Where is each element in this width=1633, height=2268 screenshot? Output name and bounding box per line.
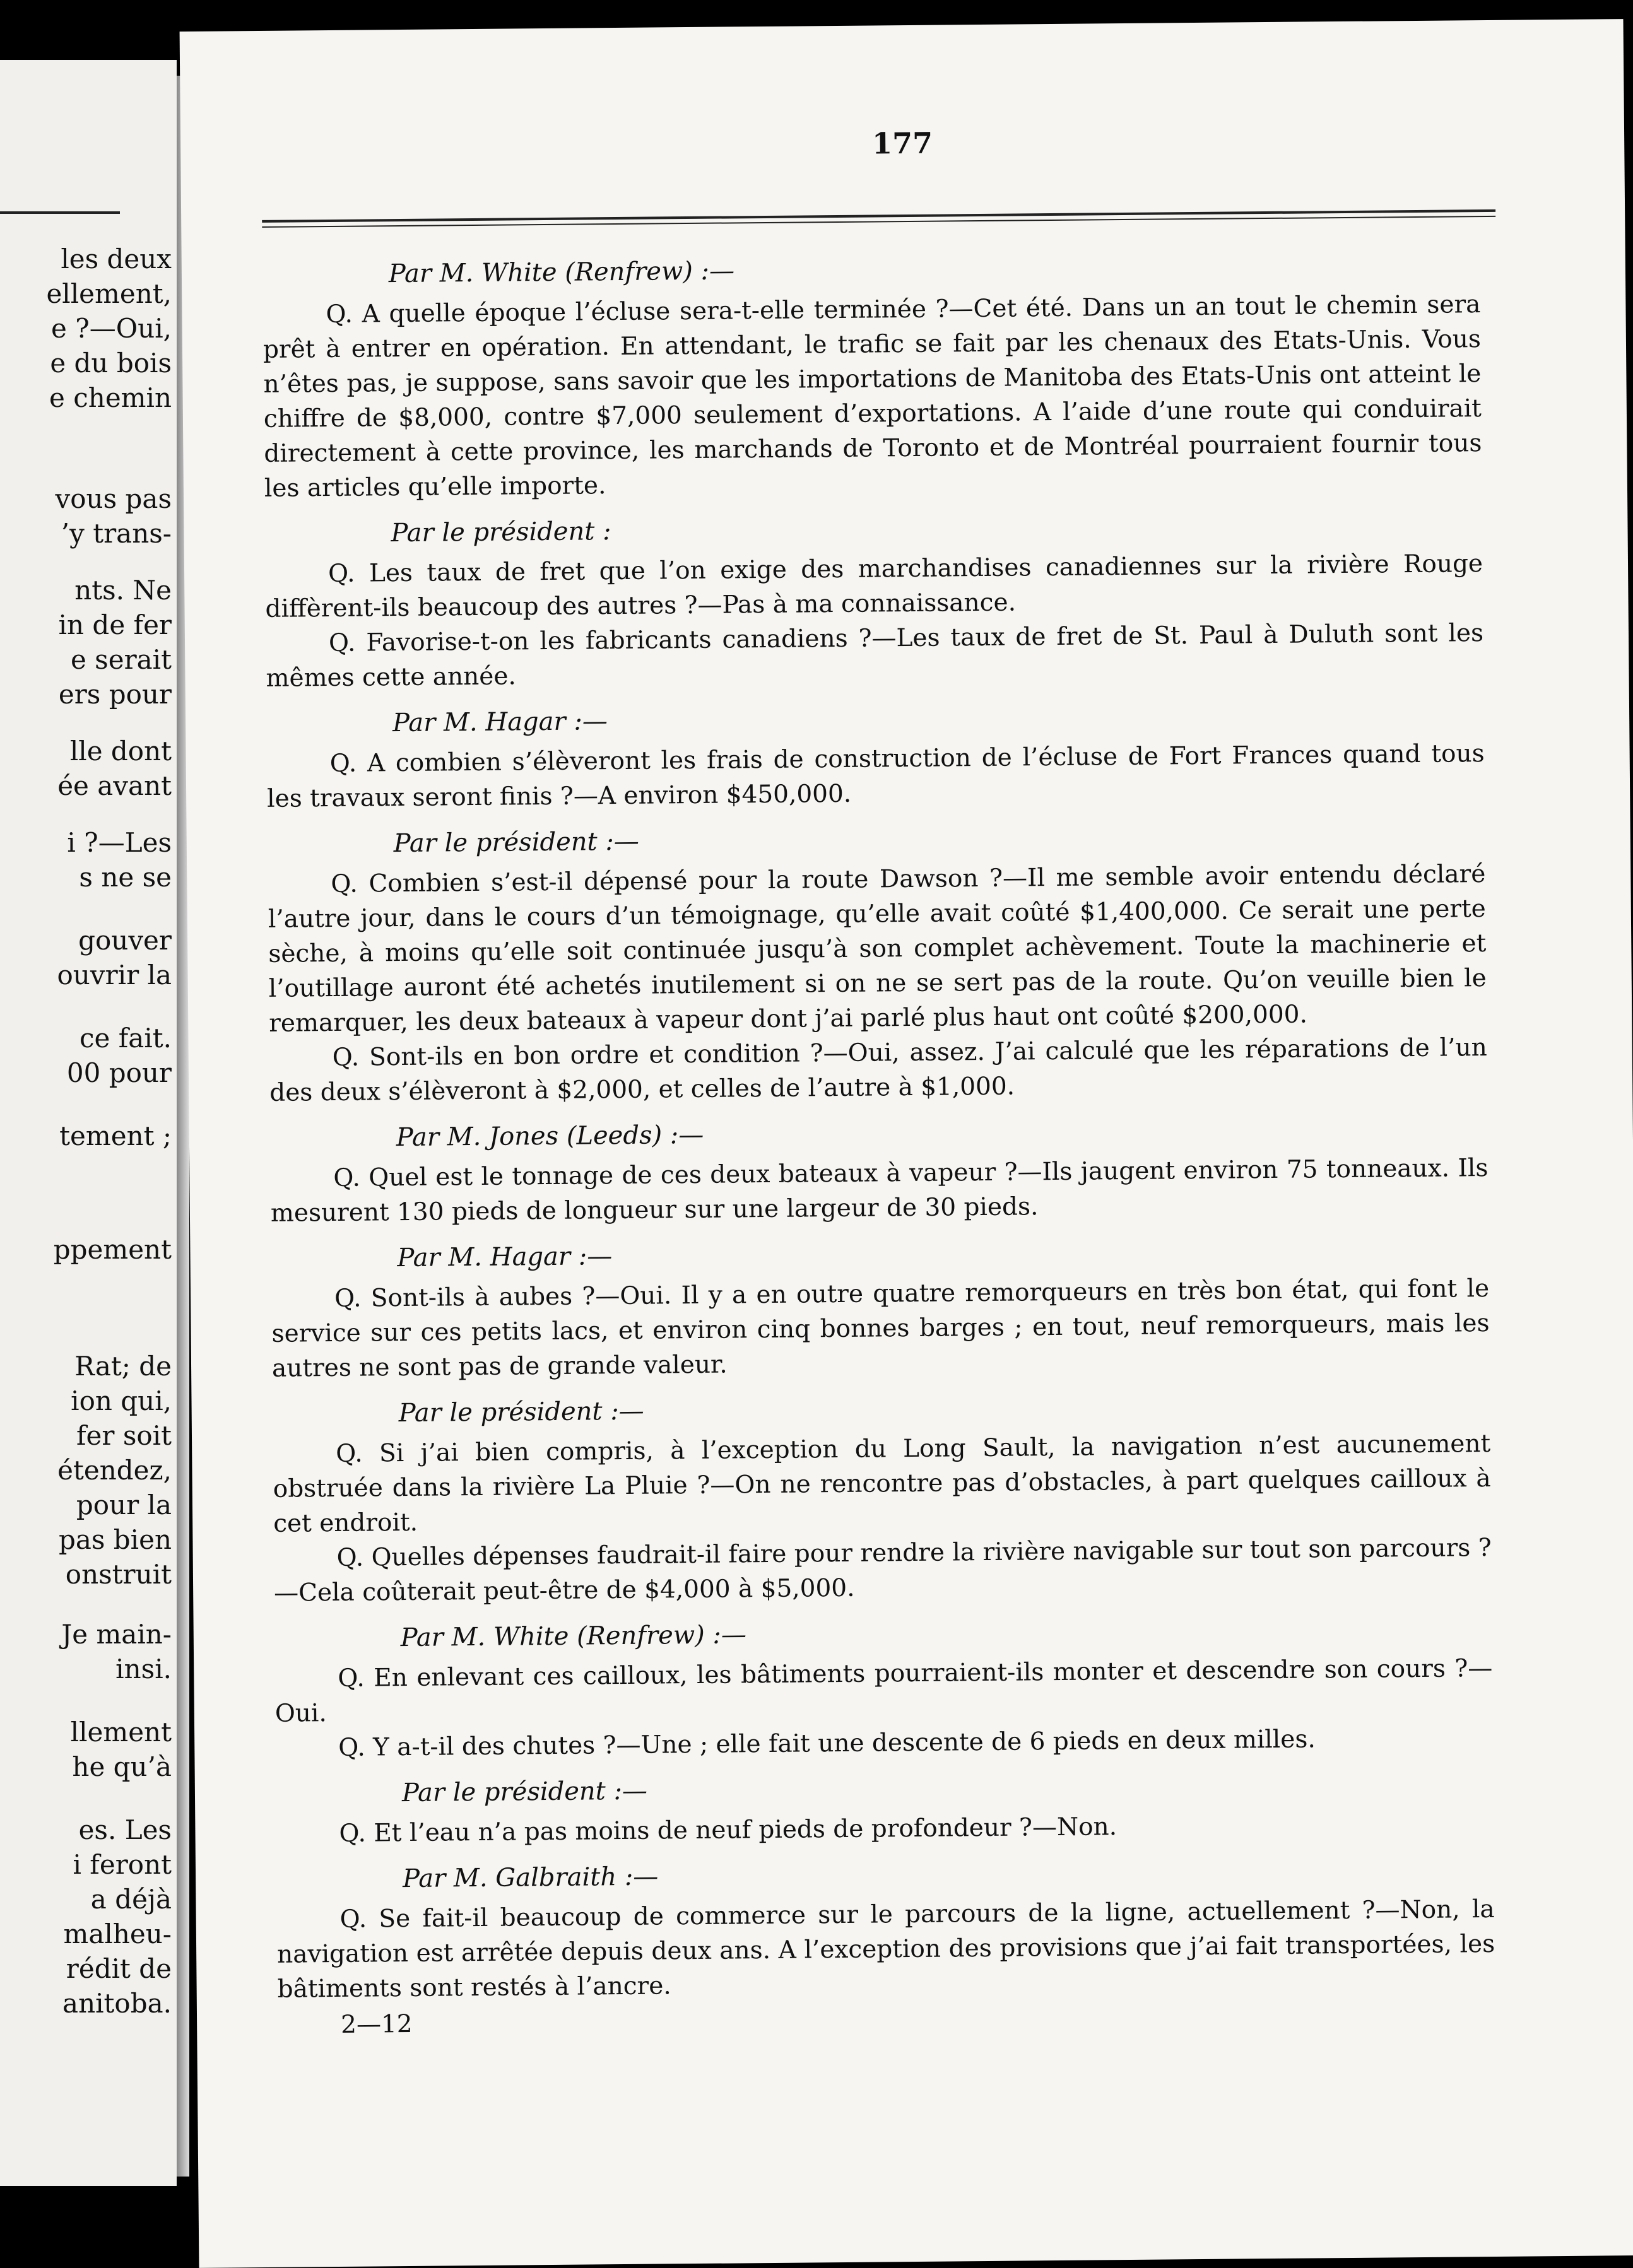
left-page-line: Rat; de bbox=[74, 1351, 172, 1382]
testimony-paragraph: Q. A quelle époque l’écluse sera-t-elle terminée ?—Cet été. Dans un an tout le chemin sera prêt à entrer en opération. En attendant, le trafic se fait par les chenaux des Etats-Unis. Vous n’êtes pas, je suppose, sans savoir que les importations de Manitoba des Etats-Unis ont atteint le chiffre de $8,000, contre $7,000 seulement d’exportations. A l’aide d’une route qui conduirait directement à cette province, les marchands de Toronto et de Montréal pourraient fournir tous les articles qu’elle importe. bbox=[262, 290, 1482, 503]
left-page-line: es. Les bbox=[78, 1814, 172, 1845]
speaker-heading: Par M. Hagar :— bbox=[397, 1242, 613, 1273]
speaker-heading: Par M. Jones (Leeds) :— bbox=[396, 1120, 704, 1153]
left-page-rule bbox=[0, 211, 120, 214]
speaker-heading: Par M. White (Renfrew) :— bbox=[388, 256, 735, 289]
speaker-heading: Par M. White (Renfrew) :— bbox=[400, 1620, 747, 1653]
left-page-line: fer soit bbox=[76, 1420, 172, 1451]
testimony-paragraph: Q. Et l’eau n’a pas moins de neuf pieds de profondeur ?—Non. bbox=[339, 1813, 1117, 1848]
left-page-line: s ne se bbox=[79, 862, 172, 893]
left-page-line: rédit de bbox=[66, 1953, 172, 1984]
left-page-line: ers pour bbox=[58, 679, 172, 710]
speaker-heading: Par le président : bbox=[391, 517, 611, 548]
testimony-paragraph: Q. Combien s’est-il dépensé pour la route Dawson ?—Il me semble avoir entendu déclaré l’autre jour, dans le cours d’un témoignage, qu’elle avait coûté $1,400,000. Ce serait une perte sèche, à moins qu’elle soit continuée jusqu’à son complet achèvement. Toute la machinerie et l’outillage auront été achetés inutilement si on ne se sert pas de la route. Qu’on veuille bien le remarquer, les deux bateaux à vapeur dont j’ai parlé plus haut ont coûté $200,000. bbox=[268, 860, 1487, 1038]
left-page-line: i feront bbox=[73, 1849, 172, 1880]
left-page-line: a déjà bbox=[90, 1884, 172, 1915]
left-page-line: ion qui, bbox=[71, 1385, 172, 1416]
left-page-line: lle dont bbox=[69, 736, 172, 767]
left-page-line: ppement bbox=[53, 1234, 172, 1265]
left-page-line: ellement, bbox=[46, 278, 172, 309]
header-rule bbox=[262, 209, 1495, 228]
testimony-paragraph: Q. Sont-ils à aubes ?—Oui. Il y a en outre quatre remorqueurs en très bon état, qui font le service sur ces petits lacs, et environ cinq bonnes barges ; en tout, neuf remorqueurs, mais les autres ne sont pas de grande valeur. bbox=[271, 1274, 1490, 1383]
left-page-line: onstruit bbox=[65, 1559, 172, 1590]
left-page-line: nts. Ne bbox=[74, 575, 172, 606]
left-page-line: he qu’à bbox=[72, 1751, 172, 1782]
testimony-paragraph: Q. Favorise-t-on les fabricants canadiens ?—Les taux de fret de St. Paul à Duluth sont les mêmes cette année. bbox=[266, 619, 1484, 693]
testimony-paragraph: Q. Les taux de fret que l’on exige des marchandises canadiennes sur la rivière Rouge diffèrent-ils beaucoup des autres ?—Pas à ma connaissance. bbox=[265, 549, 1483, 623]
left-page-line: i ?—Les bbox=[67, 827, 172, 858]
speaker-heading: Par M. Hagar :— bbox=[392, 707, 608, 738]
left-page-line: étendez, bbox=[57, 1455, 172, 1486]
left-page-line: pour la bbox=[76, 1489, 172, 1520]
testimony-paragraph: Q. Si j’ai bien compris, à l’exception du Long Sault, la navigation n’est aucunement obstruée dans la rivière La Pluie ?—On ne rencontre pas d’obstacles, à part quelques cailloux à cet endroit. bbox=[273, 1430, 1491, 1538]
testimony-paragraph: Q. Se fait-il beaucoup de commerce sur le parcours de la ligne, actuellement ?—Non, la navigation est arrêtée depuis deux ans. A l’exception des provisions que j’ai fait transportées, les bâtiments sont restés à l’ancre. bbox=[276, 1895, 1495, 2004]
left-page-line: anitoba. bbox=[62, 1988, 172, 2019]
speaker-heading: Par M. Galbraith :— bbox=[402, 1862, 659, 1894]
testimony-paragraph: Q. A combien s’élèveront les frais de construction de l’écluse de Fort Frances quand tous les travaux seront finis ?—A environ $450,000. bbox=[266, 739, 1485, 813]
left-page-line: llement bbox=[70, 1717, 172, 1748]
left-page-line: Je main- bbox=[61, 1619, 172, 1650]
speaker-heading: Par le président :— bbox=[398, 1396, 644, 1428]
testimony-paragraph: Q. Quelles dépenses faudrait-il faire pour rendre la rivière navigable sur tout son parcours ?—Cela coûterait peut-être de $4,000 à $5,000. bbox=[273, 1534, 1492, 1607]
left-page-line: e du bois bbox=[50, 348, 172, 379]
left-page-line: ce fait. bbox=[80, 1023, 172, 1054]
left-page-line: vous pas bbox=[55, 483, 172, 514]
speaker-heading: Par le président :— bbox=[393, 826, 640, 859]
testimony-paragraph: Q. Sont-ils en bon ordre et condition ?—Oui, assez. J’ai calculé que les réparations de l’un des deux s’élèveront à $2,000, et celles de l’autre à $1,000. bbox=[269, 1033, 1487, 1107]
page-number: 177 bbox=[871, 126, 933, 161]
speaker-heading: Par le président :— bbox=[401, 1776, 648, 1808]
testimony-paragraph: Q. Quel est le tonnage de ces deux bateaux à vapeur ?—Ils jaugent environ 75 tonneaux. Ils mesurent 130 pieds de longueur sur une largeur de 30 pieds. bbox=[270, 1154, 1489, 1228]
page-body bbox=[262, 247, 1496, 2043]
main-page bbox=[180, 19, 1633, 2268]
left-page-line: e ?—Oui, bbox=[51, 313, 172, 344]
left-page-line: ’y trans- bbox=[61, 518, 172, 549]
testimony-paragraph: Q. Y a-t-il des chutes ?—Une ; elle fait une descente de 6 pieds en deux milles. bbox=[338, 1725, 1316, 1762]
left-page-line: ouvrir la bbox=[57, 960, 172, 990]
left-page-line: gouver bbox=[78, 925, 172, 956]
left-page-line: e chemin bbox=[49, 382, 172, 413]
left-page-line: in de fer bbox=[58, 609, 172, 640]
left-page-line: pas bien bbox=[58, 1524, 172, 1555]
left-page-line: malheu- bbox=[63, 1918, 172, 1949]
left-page-line: ée avant bbox=[57, 770, 172, 801]
left-page-line: insi. bbox=[115, 1654, 172, 1684]
left-page-line: e serait bbox=[70, 644, 172, 675]
signature-mark: 2—12 bbox=[340, 2009, 413, 2039]
left-page-fragment bbox=[0, 60, 177, 2186]
left-page-line: 00 pour bbox=[66, 1057, 172, 1088]
left-page-line: les deux bbox=[61, 244, 172, 274]
left-page-line: tement ; bbox=[59, 1120, 172, 1151]
testimony-paragraph: Q. En enlevant ces cailloux, les bâtiments pourraient-ils monter et descendre son cours ?—Oui. bbox=[274, 1654, 1493, 1728]
